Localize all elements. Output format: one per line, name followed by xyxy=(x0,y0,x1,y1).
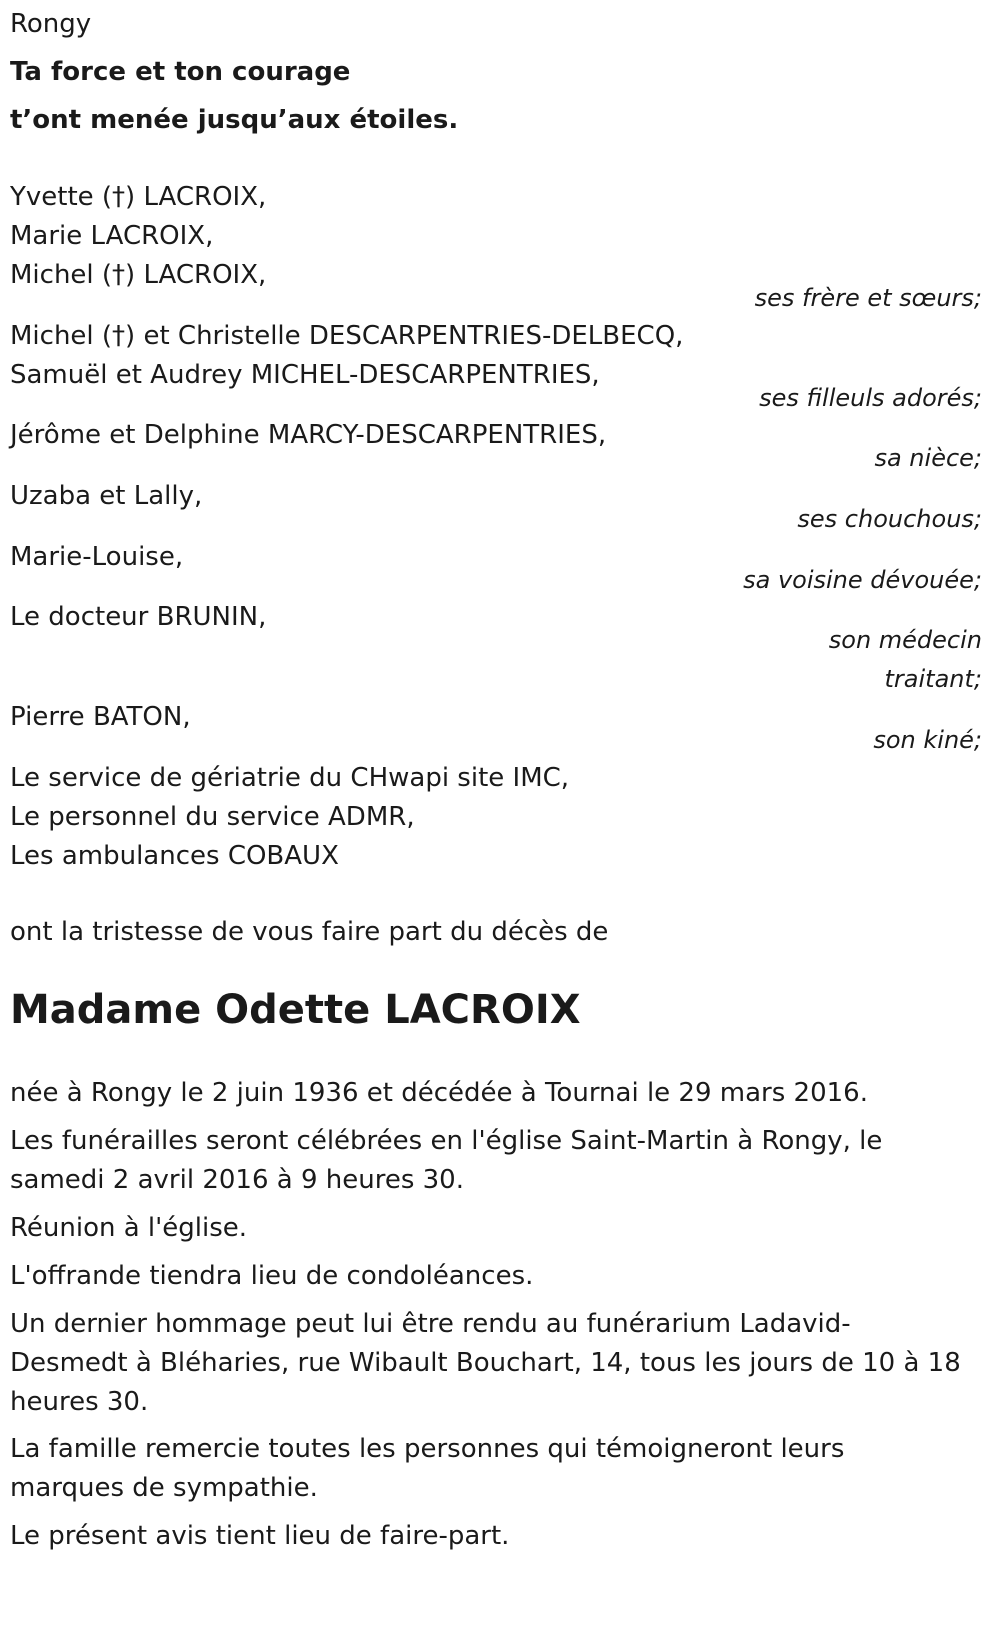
service-name: Le service de gériatrie du CHwapi site IMC, xyxy=(10,763,570,793)
godchildren-role: ses filleuls adorés; xyxy=(759,384,982,412)
offering-text: L'offrande tiendra lieu de condoléances. xyxy=(10,1261,534,1291)
homage-text-line-1: Un dernier hommage peut lui être rendu au funérarium Ladavid- xyxy=(10,1309,851,1339)
neighbor-role: sa voisine dévouée; xyxy=(743,566,982,594)
favorites-name: Uzaba et Lally, xyxy=(10,481,203,511)
funeral-text-line-1: Les funérailles seront célébrées en l'église Saint-Martin à Rongy, le xyxy=(10,1126,883,1156)
favorites-role: ses chouchous; xyxy=(797,505,982,533)
neighbor-name: Marie-Louise, xyxy=(10,542,184,572)
service-name: Les ambulances COBAUX xyxy=(10,841,339,871)
niece-name: Jérôme et Delphine MARCY-DESCARPENTRIES, xyxy=(10,420,607,450)
town-label: Rongy xyxy=(10,9,92,39)
quote-line-1: Ta force et ton courage xyxy=(10,57,351,87)
physio-role: son kiné; xyxy=(873,726,982,754)
announcement-text: ont la tristesse de vous faire part du décès de xyxy=(10,917,609,947)
godchild-name: Michel (†) et Christelle DESCARPENTRIES-DELBECQ, xyxy=(10,321,684,351)
godchild-name: Samuël et Audrey MICHEL-DESCARPENTRIES, xyxy=(10,360,600,390)
physio-name: Pierre BATON, xyxy=(10,702,191,732)
birth-death-text: née à Rongy le 2 juin 1936 et décédée à Tournai le 29 mars 2016. xyxy=(10,1078,868,1108)
doctor-name: Le docteur BRUNIN, xyxy=(10,602,267,632)
homage-text-line-3: heures 30. xyxy=(10,1387,149,1417)
sibling-name: Yvette (†) LACROIX, xyxy=(10,182,267,212)
thanks-text-line-2: marques de sympathie. xyxy=(10,1473,318,1503)
meeting-text: Réunion à l'église. xyxy=(10,1213,248,1243)
funeral-text-line-2: samedi 2 avril 2016 à 9 heures 30. xyxy=(10,1165,464,1195)
service-name: Le personnel du service ADMR, xyxy=(10,802,415,832)
thanks-text-line-1: La famille remercie toutes les personnes qui témoigneront leurs xyxy=(10,1434,845,1464)
notice-text: Le présent avis tient lieu de faire-part. xyxy=(10,1521,510,1551)
siblings-role: ses frère et sœurs; xyxy=(754,284,982,312)
homage-text-line-2: Desmedt à Bléharies, rue Wibault Bouchart, 14, tous les jours de 10 à 18 xyxy=(10,1348,961,1378)
niece-role: sa nièce; xyxy=(874,444,982,472)
sibling-name: Marie LACROIX, xyxy=(10,221,214,251)
quote-line-2: t’ont menée jusqu’aux étoiles. xyxy=(10,105,459,135)
doctor-role-line-2: traitant; xyxy=(884,665,982,693)
sibling-name: Michel (†) LACROIX, xyxy=(10,260,267,290)
deceased-name: Madame Odette LACROIX xyxy=(10,987,581,1033)
doctor-role-line-1: son médecin xyxy=(828,626,982,654)
